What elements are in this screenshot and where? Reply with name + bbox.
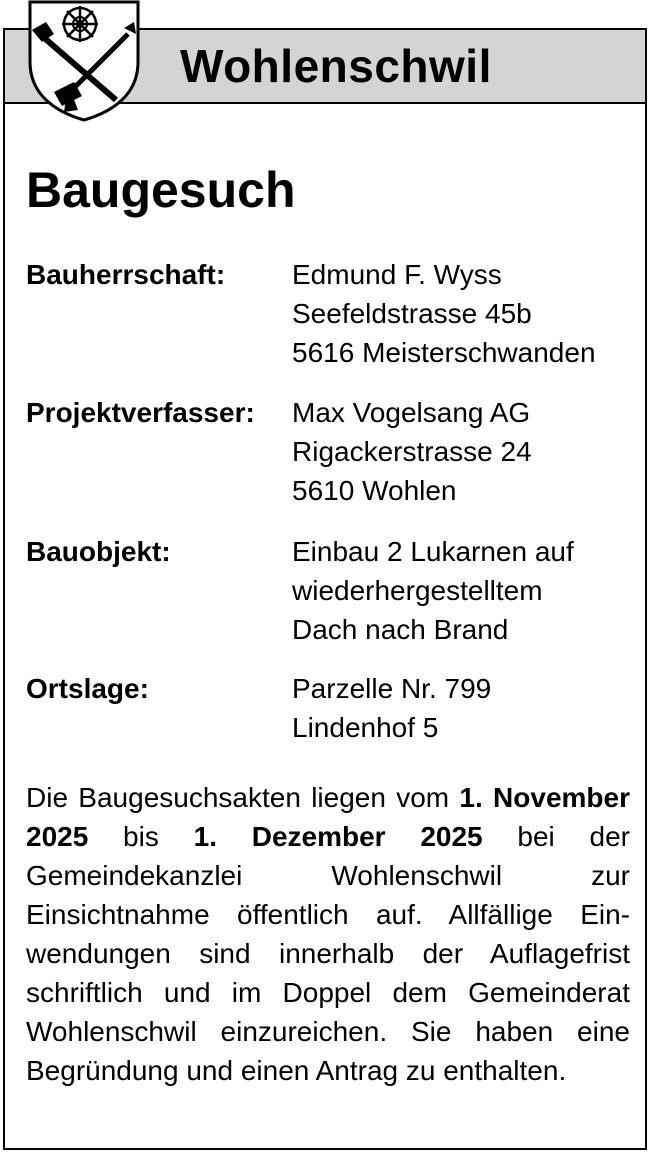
field-label: Ortslage: (26, 673, 149, 704)
value-line: wiederhergestelltem (292, 575, 543, 606)
value-line: Rigackerstrasse 24 (292, 436, 532, 467)
field-label: Bauobjekt: (26, 536, 171, 567)
notice-date-from: 1. November 2025 (26, 782, 630, 852)
notice-date-to: 1. Dezember 2025 (193, 821, 483, 852)
notice-paragraph (26, 778, 630, 1090)
notice-text: Die Baugesuchsakten liegen vom (26, 782, 460, 813)
value-line: Dach nach Brand (292, 614, 509, 645)
value-line: Einbau 2 Lukarnen auf (292, 536, 574, 567)
value-line: Edmund F. Wyss (292, 259, 502, 290)
value-line: 5610 Wohlen (292, 475, 457, 506)
value-line: 5616 Meisterschwanden (292, 337, 596, 368)
field-label: Projektverfasser: (26, 397, 255, 428)
notice-text: bis (88, 821, 194, 852)
value-line: Max Vogelsang AG (292, 397, 531, 428)
field-label: Bauherrschaft: (26, 259, 226, 290)
municipal-crest-icon (24, 0, 144, 122)
document-title: Baugesuch (26, 162, 296, 218)
field-value (292, 393, 532, 510)
field-value (292, 532, 574, 649)
field-value (292, 255, 596, 372)
notice-text: bei der Gemeindekanzlei Wohlenschwil zur Einsichtnahme öffentlich auf. Allfällige Einwendungen sind innerhalb der Auflagefrist schriftlich und im Doppel dem Gemeinderat Wohlenschwil einzureichen. Sie haben eine Begründung und einen Antrag zu enthalten. (26, 821, 630, 1086)
municipality-name: Wohlenschwil (180, 40, 492, 92)
value-line: Lindenhof 5 (292, 712, 439, 743)
field-value (292, 669, 491, 747)
value-line: Seefeldstrasse 45b (292, 298, 532, 329)
value-line: Parzelle Nr. 799 (292, 673, 492, 704)
